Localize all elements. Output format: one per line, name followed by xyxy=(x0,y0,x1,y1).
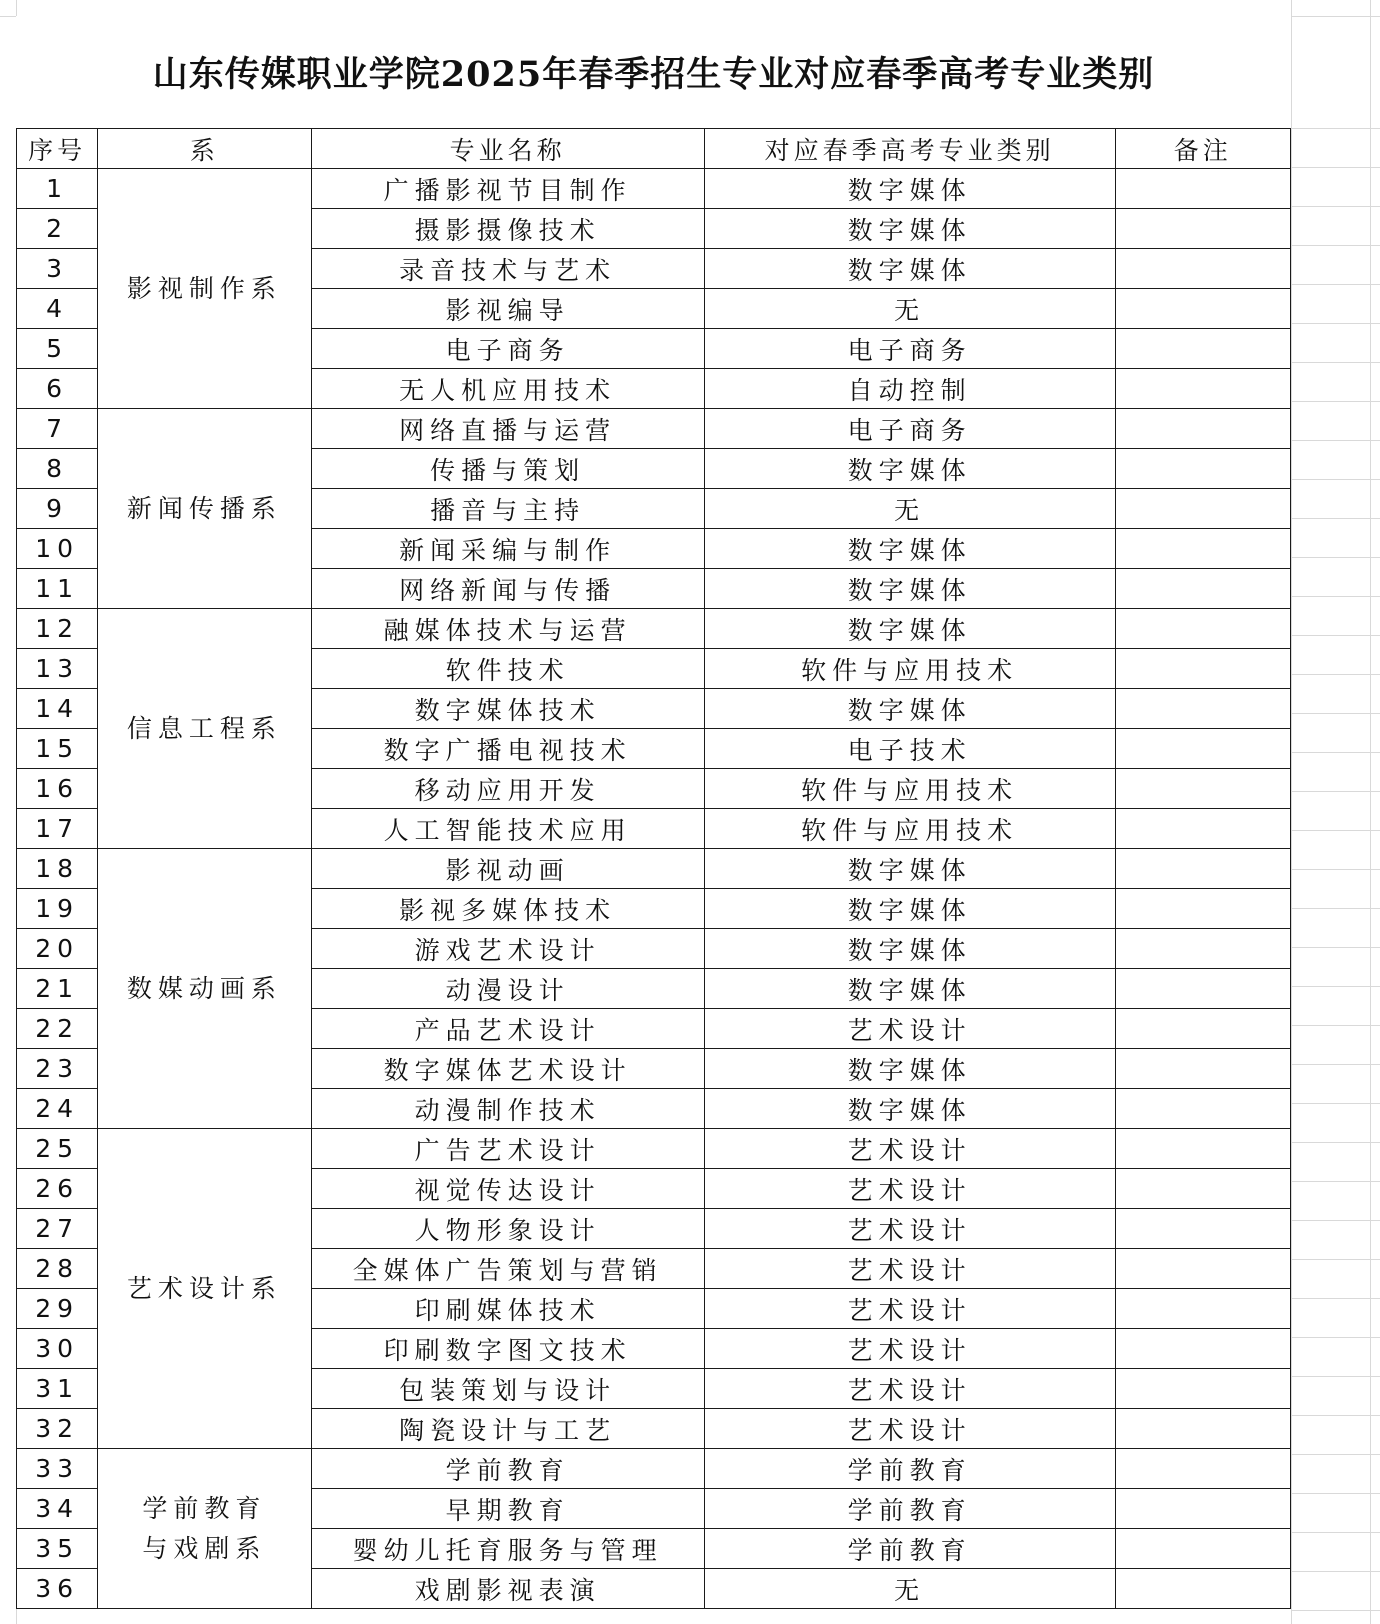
cell-index[interactable]: 18 xyxy=(17,849,98,889)
cell-major[interactable]: 影视动画 xyxy=(311,849,704,889)
header-row xyxy=(17,129,1291,169)
cell-note[interactable] xyxy=(1115,409,1290,449)
cell-department[interactable] xyxy=(98,169,312,409)
cell-category[interactable]: 艺术设计 xyxy=(704,1409,1115,1449)
cell-major[interactable]: 网络新闻与传播 xyxy=(311,569,704,609)
cell-major[interactable]: 学前教育 xyxy=(311,1449,704,1489)
cell-category[interactable]: 数字媒体 xyxy=(704,169,1115,209)
cell-category[interactable]: 无 xyxy=(704,1569,1115,1609)
department-label: 新闻传播系 xyxy=(126,493,282,523)
cell-index[interactable]: 36 xyxy=(17,1569,98,1609)
cell-index[interactable]: 32 xyxy=(17,1409,98,1449)
cell-category[interactable]: 艺术设计 xyxy=(704,1329,1115,1369)
cell-major[interactable]: 广告艺术设计 xyxy=(311,1129,704,1169)
cell-note[interactable] xyxy=(1115,1209,1290,1249)
cell-note[interactable] xyxy=(1115,1129,1290,1169)
cell-index[interactable]: 27 xyxy=(17,1209,98,1249)
cell-index[interactable]: 7 xyxy=(17,409,98,449)
cell-category[interactable]: 数字媒体 xyxy=(704,249,1115,289)
cell-note[interactable] xyxy=(1115,1409,1290,1449)
cell-note[interactable] xyxy=(1115,729,1290,769)
header-note[interactable]: 备注 xyxy=(1115,129,1290,169)
department-label: 信息工程系 xyxy=(126,713,282,743)
cell-category[interactable]: 自动控制 xyxy=(704,369,1115,409)
cell-category[interactable]: 软件与应用技术 xyxy=(704,649,1115,689)
cell-category[interactable]: 无 xyxy=(704,289,1115,329)
cell-category[interactable]: 电子商务 xyxy=(704,409,1115,449)
cell-major[interactable]: 传播与策划 xyxy=(311,449,704,489)
cell-major[interactable]: 数字媒体技术 xyxy=(311,689,704,729)
cell-major[interactable]: 影视多媒体技术 xyxy=(311,889,704,929)
cell-major[interactable]: 网络直播与运营 xyxy=(311,409,704,449)
cell-department[interactable] xyxy=(98,849,312,1129)
table-row xyxy=(17,1129,1291,1169)
cell-note[interactable] xyxy=(1115,1569,1290,1609)
table-row xyxy=(17,409,1291,449)
cell-index[interactable]: 16 xyxy=(17,769,98,809)
cell-major[interactable]: 融媒体技术与运营 xyxy=(311,609,704,649)
cell-index[interactable]: 29 xyxy=(17,1289,98,1329)
department-label: 影视制作系 xyxy=(126,273,282,303)
cell-note[interactable] xyxy=(1115,889,1290,929)
cell-category[interactable]: 数字媒体 xyxy=(704,1049,1115,1089)
cell-category[interactable]: 数字媒体 xyxy=(704,929,1115,969)
page-title: 山东传媒职业学院2025年春季招生专业对应春季高考专业类别 xyxy=(152,54,1155,95)
cell-category[interactable]: 学前教育 xyxy=(704,1449,1115,1489)
cell-index[interactable]: 21 xyxy=(17,969,98,1009)
cell-major[interactable]: 播音与主持 xyxy=(311,489,704,529)
cell-index[interactable]: 3 xyxy=(17,249,98,289)
cell-index[interactable]: 30 xyxy=(17,1329,98,1369)
majors-table xyxy=(16,128,1291,1609)
cell-index[interactable]: 22 xyxy=(17,1009,98,1049)
cell-major[interactable]: 人工智能技术应用 xyxy=(311,809,704,849)
cell-index[interactable]: 1 xyxy=(17,169,98,209)
cell-index[interactable]: 2 xyxy=(17,209,98,249)
table-row xyxy=(17,609,1291,649)
cell-index[interactable]: 17 xyxy=(17,809,98,849)
cell-index[interactable]: 23 xyxy=(17,1049,98,1089)
cell-note[interactable] xyxy=(1115,1369,1290,1409)
cell-category[interactable]: 数字媒体 xyxy=(704,529,1115,569)
cell-major[interactable]: 游戏艺术设计 xyxy=(311,929,704,969)
cell-category[interactable]: 数字媒体 xyxy=(704,609,1115,649)
cell-major[interactable]: 印刷媒体技术 xyxy=(311,1289,704,1329)
header-department[interactable]: 系 xyxy=(98,129,312,169)
cell-index[interactable]: 25 xyxy=(17,1129,98,1169)
cell-note[interactable] xyxy=(1115,569,1290,609)
cell-major[interactable]: 动漫设计 xyxy=(311,969,704,1009)
cell-major[interactable]: 全媒体广告策划与营销 xyxy=(311,1249,704,1289)
cell-major[interactable]: 电子商务 xyxy=(311,329,704,369)
cell-major[interactable]: 新闻采编与制作 xyxy=(311,529,704,569)
cell-category[interactable]: 艺术设计 xyxy=(704,1369,1115,1409)
cell-category[interactable]: 艺术设计 xyxy=(704,1009,1115,1049)
cell-major[interactable]: 软件技术 xyxy=(311,649,704,689)
table-body xyxy=(17,169,1291,1609)
cell-note[interactable] xyxy=(1115,1449,1290,1489)
cell-department[interactable] xyxy=(98,1129,312,1449)
cell-major[interactable]: 无人机应用技术 xyxy=(311,369,704,409)
cell-major[interactable]: 婴幼儿托育服务与管理 xyxy=(311,1529,704,1569)
department-label: 学前教育 xyxy=(142,1493,267,1523)
cell-major[interactable]: 数字广播电视技术 xyxy=(311,729,704,769)
cell-note[interactable] xyxy=(1115,609,1290,649)
cell-index[interactable]: 31 xyxy=(17,1369,98,1409)
cell-category[interactable]: 软件与应用技术 xyxy=(704,809,1115,849)
cell-major[interactable]: 陶瓷设计与工艺 xyxy=(311,1409,704,1449)
department-label: 艺术设计系 xyxy=(126,1273,282,1303)
cell-category[interactable]: 无 xyxy=(704,489,1115,529)
cell-note[interactable] xyxy=(1115,529,1290,569)
header-category[interactable]: 对应春季高考专业类别 xyxy=(704,129,1115,169)
cell-index[interactable]: 24 xyxy=(17,1089,98,1129)
cell-index[interactable]: 14 xyxy=(17,689,98,729)
cell-note[interactable] xyxy=(1115,1169,1290,1209)
cell-department[interactable] xyxy=(98,609,312,849)
cell-note[interactable] xyxy=(1115,769,1290,809)
cell-index[interactable]: 4 xyxy=(17,289,98,329)
cell-index[interactable]: 8 xyxy=(17,449,98,489)
cell-note[interactable] xyxy=(1115,1049,1290,1089)
cell-category[interactable]: 数字媒体 xyxy=(704,689,1115,729)
department-label: 数媒动画系 xyxy=(126,973,282,1003)
table-row xyxy=(17,1449,1291,1489)
cell-index[interactable]: 26 xyxy=(17,1169,98,1209)
header-major[interactable]: 专业名称 xyxy=(311,129,704,169)
cell-category[interactable]: 学前教育 xyxy=(704,1529,1115,1569)
cell-category[interactable]: 艺术设计 xyxy=(704,1129,1115,1169)
cell-note[interactable] xyxy=(1115,1529,1290,1569)
cell-major[interactable]: 移动应用开发 xyxy=(311,769,704,809)
cell-note[interactable] xyxy=(1115,1089,1290,1129)
cell-note[interactable] xyxy=(1115,809,1290,849)
cell-note[interactable] xyxy=(1115,169,1290,209)
cell-note[interactable] xyxy=(1115,329,1290,369)
cell-category[interactable]: 电子商务 xyxy=(704,329,1115,369)
cell-index[interactable]: 15 xyxy=(17,729,98,769)
cell-category[interactable]: 数字媒体 xyxy=(704,849,1115,889)
cell-category[interactable]: 数字媒体 xyxy=(704,569,1115,609)
table-row xyxy=(17,169,1291,209)
cell-note[interactable] xyxy=(1115,849,1290,889)
cell-note[interactable] xyxy=(1115,929,1290,969)
department-label: 与戏剧系 xyxy=(142,1533,267,1563)
table-row xyxy=(17,849,1291,889)
title-cell[interactable] xyxy=(16,16,1291,128)
cell-index[interactable]: 13 xyxy=(17,649,98,689)
cell-major[interactable]: 印刷数字图文技术 xyxy=(311,1329,704,1369)
cell-note[interactable] xyxy=(1115,649,1290,689)
cell-major[interactable]: 动漫制作技术 xyxy=(311,1089,704,1129)
cell-major[interactable]: 人物形象设计 xyxy=(311,1209,704,1249)
cell-major[interactable]: 数字媒体艺术设计 xyxy=(311,1049,704,1089)
header-index[interactable]: 序号 xyxy=(17,129,98,169)
cell-department[interactable] xyxy=(98,409,312,609)
cell-note[interactable] xyxy=(1115,289,1290,329)
cell-note[interactable] xyxy=(1115,449,1290,489)
cell-index[interactable]: 28 xyxy=(17,1249,98,1289)
cell-note[interactable] xyxy=(1115,489,1290,529)
cell-note[interactable] xyxy=(1115,1249,1290,1289)
cell-category[interactable]: 艺术设计 xyxy=(704,1209,1115,1249)
cell-index[interactable]: 33 xyxy=(17,1449,98,1489)
cell-category[interactable]: 软件与应用技术 xyxy=(704,769,1115,809)
cell-department[interactable] xyxy=(98,1449,312,1609)
cell-note[interactable] xyxy=(1115,1009,1290,1049)
cell-category[interactable]: 数字媒体 xyxy=(704,969,1115,1009)
cell-category[interactable]: 数字媒体 xyxy=(704,889,1115,929)
cell-major[interactable]: 视觉传达设计 xyxy=(311,1169,704,1209)
cell-category[interactable]: 电子技术 xyxy=(704,729,1115,769)
cell-index[interactable]: 5 xyxy=(17,329,98,369)
cell-major[interactable]: 产品艺术设计 xyxy=(311,1009,704,1049)
cell-category[interactable]: 学前教育 xyxy=(704,1489,1115,1529)
cell-category[interactable]: 数字媒体 xyxy=(704,449,1115,489)
cell-note[interactable] xyxy=(1115,689,1290,729)
cell-major[interactable]: 影视编导 xyxy=(311,289,704,329)
cell-category[interactable]: 艺术设计 xyxy=(704,1289,1115,1329)
cell-index[interactable]: 19 xyxy=(17,889,98,929)
cell-note[interactable] xyxy=(1115,969,1290,1009)
cell-note[interactable] xyxy=(1115,1329,1290,1369)
cell-note[interactable] xyxy=(1115,209,1290,249)
cell-major[interactable]: 早期教育 xyxy=(311,1489,704,1529)
cell-index[interactable]: 10 xyxy=(17,529,98,569)
cell-index[interactable]: 6 xyxy=(17,369,98,409)
cell-index[interactable]: 20 xyxy=(17,929,98,969)
cell-index[interactable]: 12 xyxy=(17,609,98,649)
cell-category[interactable]: 艺术设计 xyxy=(704,1249,1115,1289)
cell-category[interactable]: 数字媒体 xyxy=(704,1089,1115,1129)
cell-major[interactable]: 戏剧影视表演 xyxy=(311,1569,704,1609)
cell-note[interactable] xyxy=(1115,1489,1290,1529)
cell-category[interactable]: 艺术设计 xyxy=(704,1169,1115,1209)
cell-index[interactable]: 34 xyxy=(17,1489,98,1529)
cell-index[interactable]: 11 xyxy=(17,569,98,609)
cell-category[interactable]: 数字媒体 xyxy=(704,209,1115,249)
cell-note[interactable] xyxy=(1115,249,1290,289)
cell-major[interactable]: 包装策划与设计 xyxy=(311,1369,704,1409)
cell-note[interactable] xyxy=(1115,369,1290,409)
cell-major[interactable]: 录音技术与艺术 xyxy=(311,249,704,289)
cell-note[interactable] xyxy=(1115,1289,1290,1329)
cell-major[interactable]: 广播影视节目制作 xyxy=(311,169,704,209)
cell-index[interactable]: 9 xyxy=(17,489,98,529)
cell-major[interactable]: 摄影摄像技术 xyxy=(311,209,704,249)
cell-index[interactable]: 35 xyxy=(17,1529,98,1569)
